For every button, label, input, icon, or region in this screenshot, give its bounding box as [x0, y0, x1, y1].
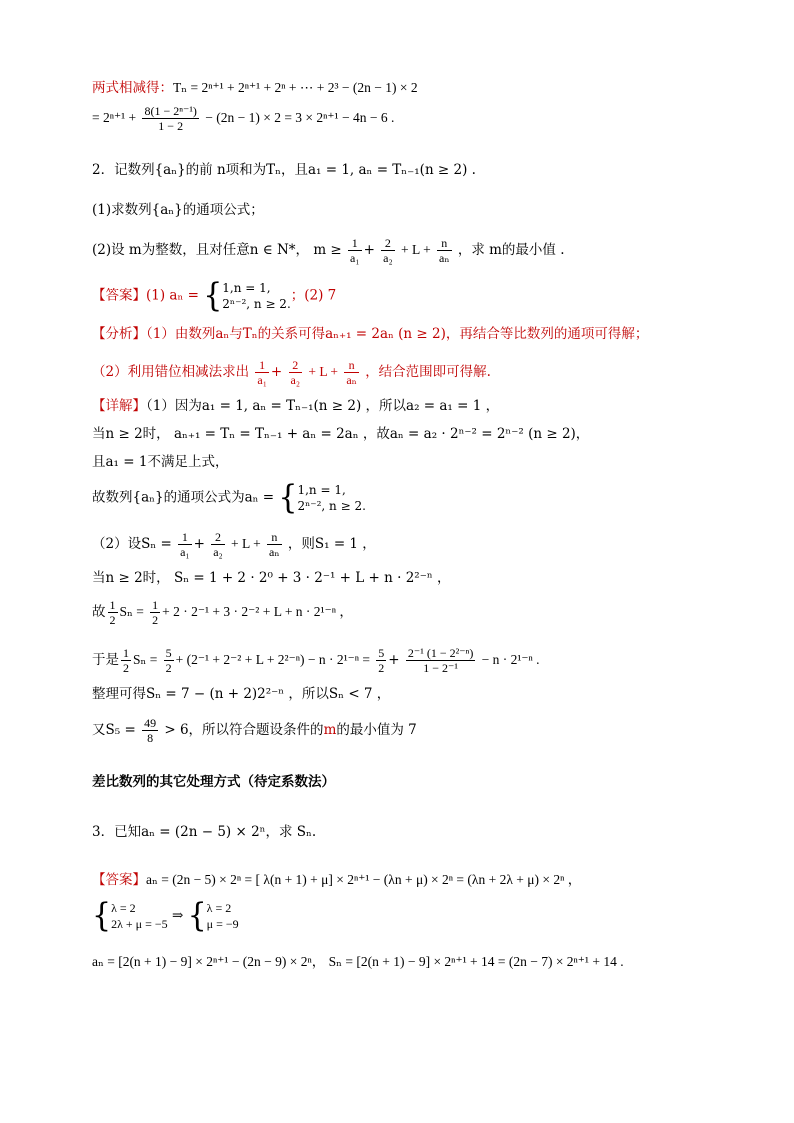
fraction-one-half: $\frac{1}{2}$ [123, 646, 129, 675]
fraction-numerator: 2⁻¹ (1 − 2²⁻ⁿ) [407, 646, 474, 660]
s-n-equals: Sₙ = [119, 604, 144, 619]
fraction-numerator: 1 [178, 530, 192, 545]
detail-line-3: 且a₁ = 1不满足上式， [92, 454, 229, 470]
solution-lambda: λ = 2 [206, 901, 232, 915]
fraction-one-half: $\frac{1}{2}$ [152, 598, 159, 627]
answer-3-line-1 [92, 870, 581, 890]
result-prefix: = 2ⁿ⁺¹ + [92, 110, 137, 125]
question-2-part-1: (1)求数列{aₙ}的通项公式； [92, 202, 264, 218]
part2-suffix: ，求 m的最小值 . [457, 242, 565, 258]
result-suffix: − (2n − 1) × 2 = 3 × 2ⁿ⁺¹ − 4n − 6 . [205, 110, 395, 125]
detail-line-5: （2）设Sₙ = $\frac{1}{\text{a₁}}$ + $\frac{2}{\text{a₂}}$ + L + $\frac{n}{\text{aₙ}}$ ，则S₁ = 1 ， [92, 530, 376, 559]
case-2: 2ⁿ⁻², n ≥ 2. [297, 499, 366, 513]
answer-3-line-3: aₙ = [2(n + 1) − 9] × 2ⁿ⁺¹ − (2n − 9) × 2ⁿ， Sₙ = [2(n + 1) − 9] × 2ⁿ⁺¹ + 14 = (2n − 7) × 2ⁿ⁺¹ + 14 . [92, 954, 624, 969]
fraction-numerator: n [267, 530, 282, 545]
fraction-denominator: 8 [147, 731, 154, 745]
fraction-numerator: n [437, 236, 452, 251]
fraction-1-over-a1 [255, 358, 269, 387]
fraction-denominator: a₁ [180, 545, 190, 559]
answer-label: 【答案】 [92, 287, 146, 304]
analysis-line-2: （2）利用错位相减法求出 $\frac{1}{\text{a₁}}$ + $\frac{2}{\text{a₂}}$ + L + $\frac{n}{\text{aₙ}}$ ，结合范围即可得解. [92, 358, 491, 387]
part2-prefix: (2)设 m为整数，且对任意n ∈ N*， m ≥ [92, 242, 342, 258]
subtraction-label: 两式相减得： [92, 80, 173, 96]
detail-text-7-end: + 2 · 2⁻¹ + 3 · 2⁻² + L + n · 2¹⁻ⁿ ， [162, 604, 353, 619]
answer-3-system [92, 896, 239, 935]
fraction-numerator: 49 [144, 716, 157, 730]
detail-sum: + (2⁻¹ + 2⁻² + L + 2²⁻ⁿ) − n · 2¹⁻ⁿ = [175, 652, 370, 667]
ellipsis-plus: + L + [400, 242, 431, 257]
detail-line-9: 整理可得Sₙ = 7 − (n + 2)2²⁻ⁿ ，所以Sₙ < 7 ， [92, 686, 391, 702]
fraction-numerator: 2 [211, 530, 225, 545]
geometric-sum-fraction [406, 646, 475, 675]
case-2: 2ⁿ⁻², n ≥ 2. [222, 297, 291, 311]
fraction-denominator: a₂ [290, 373, 301, 387]
variable-m: m [323, 722, 337, 738]
analysis-text-2-end: ，结合范围即可得解. [365, 364, 491, 380]
detail-line-4 [92, 478, 366, 517]
fraction-denominator: a₁ [350, 251, 360, 265]
case-1: 1,n = 1, [222, 281, 271, 295]
detail-text-8-end: − n · 2¹⁻ⁿ . [481, 652, 540, 667]
answer-3-formula: aₙ = (2n − 5) × 2ⁿ = [ λ(n + 1) + μ] × 2ⁿ⁺¹ − (λn + μ) × 2ⁿ = (λn + 2λ + μ) × 2ⁿ ， [146, 872, 582, 887]
fraction-denominator: aₙ [346, 373, 357, 387]
fraction-2-over-a2 [289, 358, 303, 387]
answer-formula: (1) aₙ = [146, 287, 199, 304]
fraction-five-halves: $\frac{5}{2}$ [378, 646, 385, 675]
fraction-n-over-an [267, 530, 282, 559]
fraction-numerator: 1 [348, 236, 362, 251]
detail-line-2: 当n ≥ 2时， aₙ₊₁ = Tₙ = Tₙ₋₁ + aₙ = 2aₙ ，故aₙ = a₂ · 2ⁿ⁻² = 2ⁿ⁻² (n ≥ 2)， [92, 426, 590, 442]
analysis-label: 【分析】 [92, 326, 146, 342]
fraction-49-over-8 [142, 716, 158, 745]
fraction-five-halves: $\frac{5}{2}$ [165, 646, 172, 675]
fraction-denominator: a₂ [213, 545, 223, 559]
fraction-denominator: a₂ [383, 251, 393, 265]
question-2-part-2: (2)设 m为整数，且对任意n ∈ N*， m ≥ $\frac{1}{\text{a₁}}$ + $\frac{2}{\text{a₂}}$ + L + $\frac{n}{\text{aₙ}}$ ，求 m的最小值 . [92, 236, 565, 265]
answer-3-label: 【答案】 [92, 872, 146, 888]
subtraction-line [92, 78, 418, 98]
equation-1: λ = 2 [111, 901, 136, 915]
equation-2: 2λ + μ = −5 [111, 917, 168, 931]
detail-line-1 [92, 396, 499, 416]
fraction-denominator: aₙ [269, 545, 280, 559]
detail-text-10: 又S₅ = [92, 722, 136, 738]
answer-line [92, 276, 337, 315]
fraction-one-half: $\frac{1}{2}$ [109, 598, 116, 627]
detail-text-8: 于是 [92, 652, 119, 668]
answer-cases: {1,n = 1, 2ⁿ⁻², n ≥ 2. [203, 276, 291, 315]
detail-text-10-end: 的最小值为 7 [336, 722, 417, 738]
implies-arrow: ⇒ [171, 907, 184, 923]
subtraction-result-line [92, 104, 394, 133]
fraction-denominator: aₙ [439, 251, 450, 265]
detail-label: 【详解】 [92, 398, 146, 414]
ellipsis-plus: + L + [231, 536, 261, 551]
detail-line-10 [92, 716, 417, 745]
detail-line-7 [92, 598, 353, 627]
question-2: 2．记数列{aₙ}的前 n项和为Tₙ，且a₁ = 1, aₙ = Tₙ₋₁(n ≥ 2) . [92, 162, 476, 178]
fraction-denominator: 1 − 2 [158, 119, 184, 133]
detail-text-10-mid: > 6，所以符合题设条件的 [164, 722, 324, 738]
fraction-numerator: 2 [289, 358, 303, 373]
coefficient-system: {λ = 2 2λ + μ = −5 [92, 896, 168, 935]
general-term-cases: {1,n = 1, 2ⁿ⁻², n ≥ 2. [278, 478, 366, 517]
detail-line-6: 当n ≥ 2时， Sₙ = 1 + 2 · 2⁰ + 3 · 2⁻¹ + L + n · 2²⁻ⁿ ， [92, 570, 451, 586]
fraction-1-over-a1 [348, 236, 362, 265]
fraction-1-over-a1 [178, 530, 192, 559]
fraction-2-over-a2 [381, 236, 395, 265]
question-3: 3．已知aₙ = (2n − 5) × 2ⁿ，求 Sₙ. [92, 824, 317, 840]
detail-text-5: （2）设Sₙ = [92, 536, 172, 552]
case-1: 1,n = 1, [297, 483, 346, 497]
solution-system: {λ = 2 μ = −9 [187, 896, 239, 935]
detail-text-7: 故 [92, 604, 106, 620]
fraction-n-over-an [344, 358, 359, 387]
analysis-line-1 [92, 324, 648, 344]
section-heading: 差比数列的其它处理方式（待定系数法） [92, 774, 335, 790]
detail-line-8: 于是 $\frac{1}{2}$ Sₙ = $\frac{5}{2}$ + (2⁻¹ + 2⁻² + L + 2²⁻ⁿ) − n · 2¹⁻ⁿ = $\frac{5}{2}$ + $\frac{\text{2⁻¹ (1 − 2²⁻ⁿ)}}{\text{1 − 2⁻¹}}$ − n · 2¹⁻ⁿ . [92, 646, 540, 675]
answer-tail: ；(2) 7 [290, 287, 337, 304]
fraction-numerator: n [344, 358, 359, 373]
fraction-numerator: 2 [381, 236, 395, 251]
result-fraction [142, 104, 198, 133]
analysis-text-2: （2）利用错位相减法求出 [92, 364, 250, 380]
fraction-denominator: 1 − 2⁻¹ [423, 661, 458, 675]
detail-text-1: （1）因为a₁ = 1, aₙ = Tₙ₋₁(n ≥ 2) ，所以a₂ = a₁ = 1 ， [146, 398, 500, 414]
fraction-2-over-a2 [211, 530, 225, 559]
fraction-n-over-an [437, 236, 452, 265]
s-n-equals: Sₙ = [133, 652, 158, 667]
detail-text-4: 故数列{aₙ}的通项公式为aₙ = [92, 489, 275, 506]
analysis-text-1: （1）由数列aₙ与Tₙ的关系可得aₙ₊₁ = 2aₙ (n ≥ 2)，再结合等比数列的通项可得解； [146, 326, 649, 342]
fraction-denominator: a₁ [257, 373, 267, 387]
detail-text-5-end: ，则S₁ = 1 ， [287, 536, 376, 552]
fraction-numerator: 8(1 − 2ⁿ⁻¹) [144, 104, 197, 118]
subtraction-formula: Tₙ = 2ⁿ⁺¹ + 2ⁿ⁺¹ + 2ⁿ + ⋯ + 2³ − (2n − 1) × 2 [173, 80, 418, 95]
solution-mu: μ = −9 [206, 917, 239, 931]
fraction-numerator: 1 [255, 358, 269, 373]
ellipsis-plus: + L + [308, 364, 339, 379]
